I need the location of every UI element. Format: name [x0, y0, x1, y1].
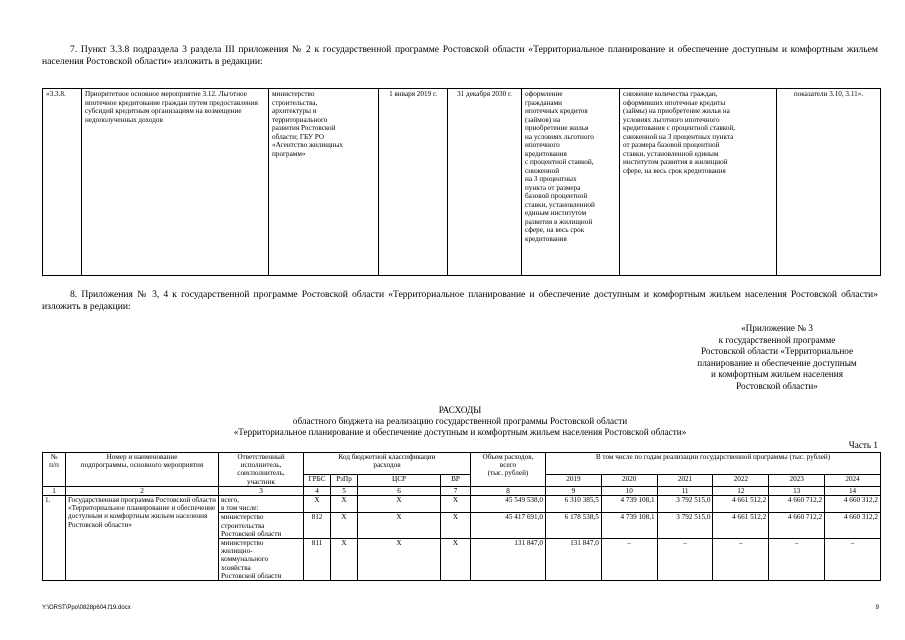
header-year: 2024	[825, 475, 881, 487]
row-executor: всего, в том числе:	[219, 496, 304, 513]
row-year-value: 4 660 712,2	[769, 496, 825, 513]
row-executor: министерство жилищно- коммунального хозяйства Ростовской области	[219, 539, 304, 581]
appendix-line: Ростовской области»	[736, 380, 818, 391]
appendix-header	[672, 323, 882, 393]
title-line: «Территориальное планирование и обеспечение доступным и комфортным жильем населения Ростовской области»	[233, 427, 687, 438]
col-number: 6	[358, 486, 441, 495]
row-year-value: 6 310 385,5	[546, 496, 602, 513]
row-year-value: 4 739 108,1	[601, 496, 657, 513]
row-total: 131 847,0	[471, 539, 546, 581]
expenses-table	[42, 452, 881, 581]
row-year-value: –	[825, 539, 881, 581]
appendix-line: Ростовской области «Территориальное	[700, 346, 854, 357]
col-number: 7	[441, 486, 471, 495]
row-year-value: 131 847,0	[546, 539, 602, 581]
measure-338-table	[42, 88, 881, 276]
measure-indicators: показатели 3.10, 3.11».	[777, 89, 881, 276]
header-grbs: ГРБС	[304, 475, 331, 487]
expenses-title	[42, 405, 878, 439]
appendix-line: планирование и обеспечение доступным	[697, 357, 857, 368]
file-path-footer: Y:\ORST\Ppo\0828p604.f19.docx	[42, 605, 131, 611]
row-year-value: 4 661 512,2	[713, 496, 769, 513]
appendix-line: к государственной программе	[718, 334, 836, 345]
measure-start-date: 1 января 2019 г.	[379, 89, 448, 276]
item-7-paragraph: 7. Пункт 3.3.8 подраздела 3 раздела III приложения № 2 к государственной программе Ростовской области «Территориальное планирование и обеспечение доступным и комфортным жильем населения Ростовской области» изложить в редакции:	[42, 44, 878, 67]
row-year-value: 3 792 515,0	[657, 513, 713, 539]
measure-end-date: 31 декабря 2030 г.	[448, 89, 522, 276]
header-year: 2021	[657, 475, 713, 487]
row-csr: Х	[358, 513, 441, 539]
row-year-value: –	[769, 539, 825, 581]
appendix-line: и комфортным жильем населения	[711, 369, 843, 380]
row-rzpr: Х	[331, 539, 358, 581]
row-grbs: 811	[304, 539, 331, 581]
row-grbs: 812	[304, 513, 331, 539]
row-name: Государственная программа Ростовской области «Территориальное планирование и обеспечение доступным и комфортным жильем населения Ростовской области»	[66, 496, 219, 581]
table-row	[43, 496, 881, 513]
header-volume: Объем расходов, всего (тыс. рублей)	[471, 453, 546, 487]
col-number: 10	[601, 486, 657, 495]
row-vr: Х	[441, 496, 471, 513]
header-rzpr: РзПр	[331, 475, 358, 487]
row-vr: Х	[441, 513, 471, 539]
title-line: областного бюджета на реализацию государственной программы Ростовской области	[292, 416, 628, 427]
item-8-paragraph: 8. Приложения № 3, 4 к государственной программе Ростовской области «Территориальное планирование и обеспечение доступным и комфортным жильем населения Ростовской области» изложить в редакции:	[42, 289, 878, 312]
header-year: 2020	[601, 475, 657, 487]
col-number: 14	[825, 486, 881, 495]
row-vr: Х	[441, 539, 471, 581]
measure-result: оформление гражданами ипотечных кредитов (займов) на приобретение жилья на условиях льготного ипотечного кредитования с процентной ставкой, сниженной на 3 процентных пункта от размера базовой процентной ставки, установленной единым институтом развития в жилищной сфере, на весь срок кредитования	[522, 89, 620, 276]
header-num: № п/п	[43, 453, 66, 487]
header-year: 2023	[769, 475, 825, 487]
header-years-group: В том числе по годам реализации государственной программы (тыс. рублей)	[546, 453, 881, 475]
row-grbs: Х	[304, 496, 331, 513]
row-csr: Х	[358, 539, 441, 581]
col-number: 11	[657, 486, 713, 495]
col-number: 3	[219, 486, 304, 495]
part-label: Часть 1	[848, 440, 878, 450]
header-code: Код бюджетной классификации расходов	[304, 453, 471, 475]
row-total: 45 417 691,0	[471, 513, 546, 539]
measure-name: Приоритетное основное мероприятие 3.12. Льготное ипотечное кредитование граждан путем предоставления субсидий кредитным организациям на возмещение недополученных доходов	[82, 89, 269, 276]
row-number: 1.	[43, 496, 66, 581]
col-number: 1	[43, 486, 66, 495]
appendix-line: «Приложение № 3	[741, 323, 813, 333]
col-number: 9	[546, 486, 602, 495]
row-year-value: –	[601, 539, 657, 581]
row-year-value: 6 178 538,5	[546, 513, 602, 539]
col-number: 5	[331, 486, 358, 495]
measure-executor: министерство строительства, архитектуры и территориального развития Ростовской области; ГБУ РО «Агентство жилищных программ»	[269, 89, 379, 276]
row-executor: министерство строительства Ростовской области	[219, 513, 304, 539]
title-line: РАСХОДЫ	[438, 405, 482, 415]
header-year: 2019	[546, 475, 602, 487]
row-year-value: –	[657, 539, 713, 581]
row-year-value: 4 661 512,2	[713, 513, 769, 539]
header-year: 2022	[713, 475, 769, 487]
row-year-value: –	[713, 539, 769, 581]
row-year-value: 4 739 108,1	[601, 513, 657, 539]
row-rzpr: Х	[331, 513, 358, 539]
col-number: 12	[713, 486, 769, 495]
row-year-value: 4 660 712,2	[769, 513, 825, 539]
page-number: 9	[875, 605, 879, 611]
measure-number: «3.3.8.	[43, 89, 82, 276]
header-name: Номер и наименование подпрограммы, основного мероприятия	[66, 453, 219, 487]
row-csr: Х	[358, 496, 441, 513]
header-csr: ЦСР	[358, 475, 441, 487]
header-executor: Ответственный исполнитель, соисполнитель, участник	[219, 453, 304, 487]
col-number: 2	[66, 486, 219, 495]
row-total: 45 549 538,0	[471, 496, 546, 513]
col-number: 8	[471, 486, 546, 495]
row-year-value: 3 792 515,0	[657, 496, 713, 513]
measure-consequence: снижение количества граждан, оформивших ипотечные кредиты (займы) на приобретение жилья на условиях льготного ипотечного кредитования с процентной ставкой, сниженной на 3 процентных пункта от размера базовой процентной ставки, установленной единым институтом развития в жилищной сфере, на весь срок кредитования	[620, 89, 777, 276]
col-number: 13	[769, 486, 825, 495]
row-year-value: 4 660 312,2	[825, 496, 881, 513]
col-number: 4	[304, 486, 331, 495]
row-year-value: 4 660 312,2	[825, 513, 881, 539]
row-rzpr: Х	[331, 496, 358, 513]
header-vr: ВР	[441, 475, 471, 487]
